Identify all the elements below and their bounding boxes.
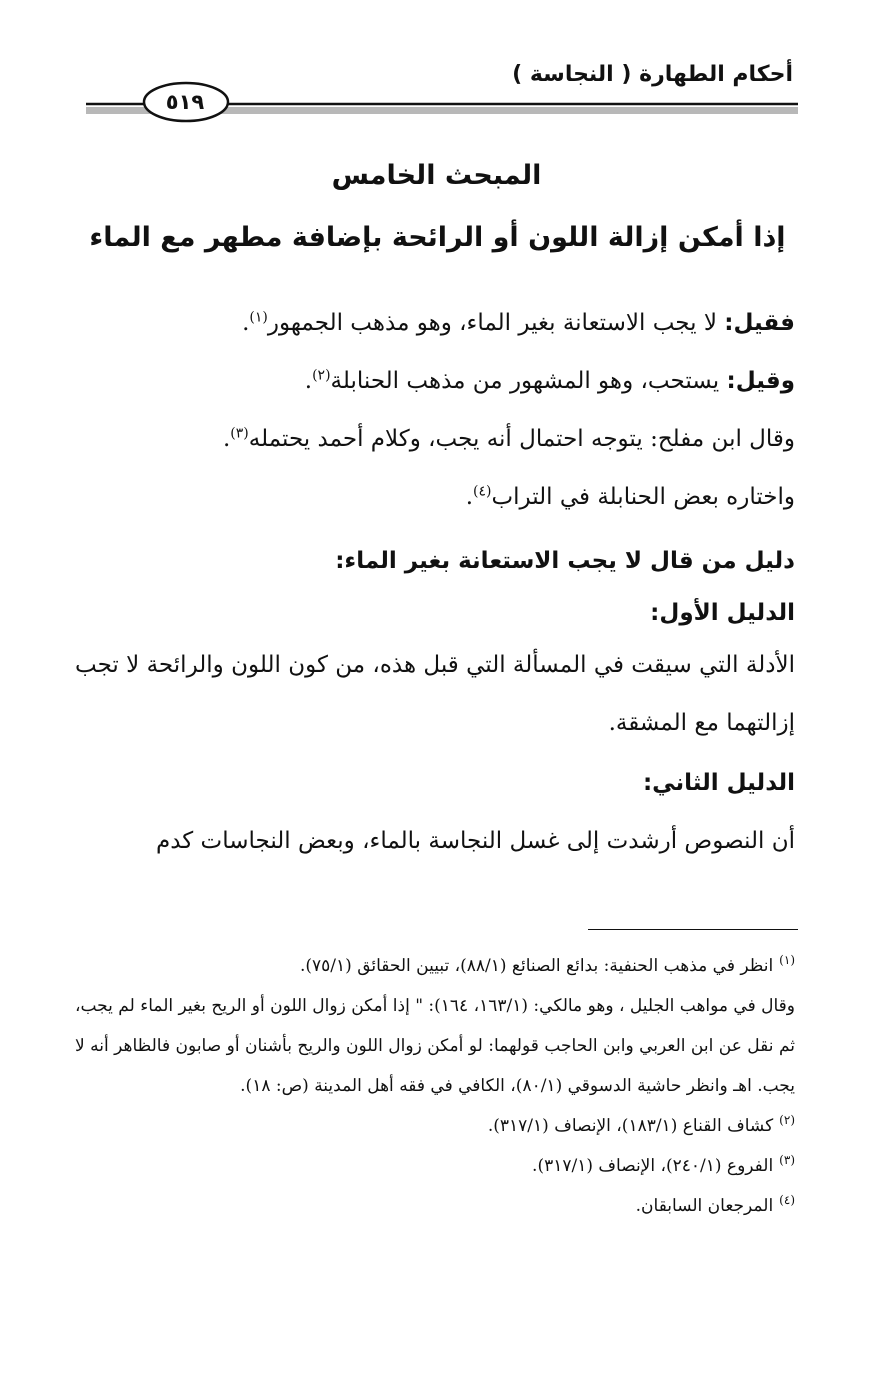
footnote-text: الفروع (٢٤٠/١)، الإنصاف (٣١٧/١).	[532, 1156, 774, 1176]
opinion-text: يستحب، وهو المشهور من مذهب الحنابلة	[330, 368, 727, 394]
footnote-text: المرجعان السابقان.	[635, 1196, 774, 1216]
opinion-line	[75, 468, 795, 526]
footnote-separator	[588, 929, 798, 930]
section-title: إذا أمكن إزالة اللون أو الرائحة بإضافة مطهر مع الماء	[89, 222, 786, 253]
evidence-heading: دليل من قال لا يجب الاستعانة بغير الماء:	[335, 548, 795, 574]
second-evidence-text: أن النصوص أرشدت إلى غسل النجاسة بالماء، وبعض النجاسات كدم	[155, 828, 795, 854]
footnote-ref[interactable]: (٢)	[312, 367, 331, 384]
second-evidence-title: الدليل الثاني:	[642, 770, 795, 796]
opinion-line	[75, 410, 795, 468]
section-number-heading: المبحث الخامس	[331, 160, 542, 191]
first-evidence-text: الأدلة التي سيقت في المسألة التي قبل هذه، من كون اللون والرائحة لا تجب إزالتهما مع المشقة.	[75, 652, 795, 736]
footnote-4	[75, 1186, 795, 1226]
sentence-end: .	[242, 310, 250, 336]
opinion-text: وقال ابن مفلح: يتوجه احتمال أنه يجب، وكلام أحمد يحتمله	[248, 426, 795, 452]
footnote-ref[interactable]: (٣)	[230, 425, 249, 442]
sentence-end: .	[222, 426, 231, 452]
sentence-end: .	[465, 484, 474, 510]
running-title: أحكام الطهارة ( النجاسة )	[512, 62, 793, 87]
footnote-1-continuation: وقال في مواهب الجليل ، وهو مالكي: (١٦٣/١، ١٦٤): " إذا أمكن زوال اللون أو الريح بغير الماء لم يجب، ثم نقل عن ابن العربي وابن الحاجب قولهما: لو أمكن زوال اللون والريح بأشنان أو صابون فالظاهر أنه لا يجب. اهـ وانظر حاشية الدسوقي (٨٠/١)، الكافي في فقه أهل المدينة (ص: ١٨).	[75, 996, 796, 1096]
opinion-lead: فقيل:	[724, 310, 795, 336]
footnote-ref[interactable]: (٤)	[473, 483, 492, 500]
opinion-text: لا يجب الاستعانة بغير الماء، وهو مذهب الجمهور	[267, 310, 725, 336]
opinions-paragraph	[75, 294, 795, 526]
opinion-text: واختاره بعض الحنابلة في التراب	[491, 484, 795, 510]
sentence-end: .	[304, 368, 313, 394]
footnote-1	[75, 946, 795, 986]
footnote-text: انظر في مذهب الحنفية: بدائع الصنائع (٨٨/١)، تبيين الحقائق (٧٥/١).	[299, 956, 774, 976]
footnote-2	[75, 1106, 795, 1146]
opinion-line	[75, 352, 795, 410]
opinion-line	[75, 294, 795, 352]
footnote-ref[interactable]: (١)	[249, 309, 268, 326]
footnote-mark: (٣)	[779, 1153, 795, 1168]
page-number: ٥١٩	[165, 90, 205, 114]
footnote-mark: (٢)	[779, 1113, 795, 1128]
opinion-lead: وقيل:	[726, 368, 795, 394]
footnotes	[75, 946, 795, 1226]
footnote-mark: (٤)	[779, 1193, 795, 1208]
footnote-3	[75, 1146, 795, 1186]
first-evidence-title: الدليل الأول:	[650, 600, 795, 626]
footnote-mark: (١)	[779, 953, 795, 968]
footnote-text: كشاف القناع (١٨٣/١)، الإنصاف (٣١٧/١).	[487, 1116, 774, 1136]
